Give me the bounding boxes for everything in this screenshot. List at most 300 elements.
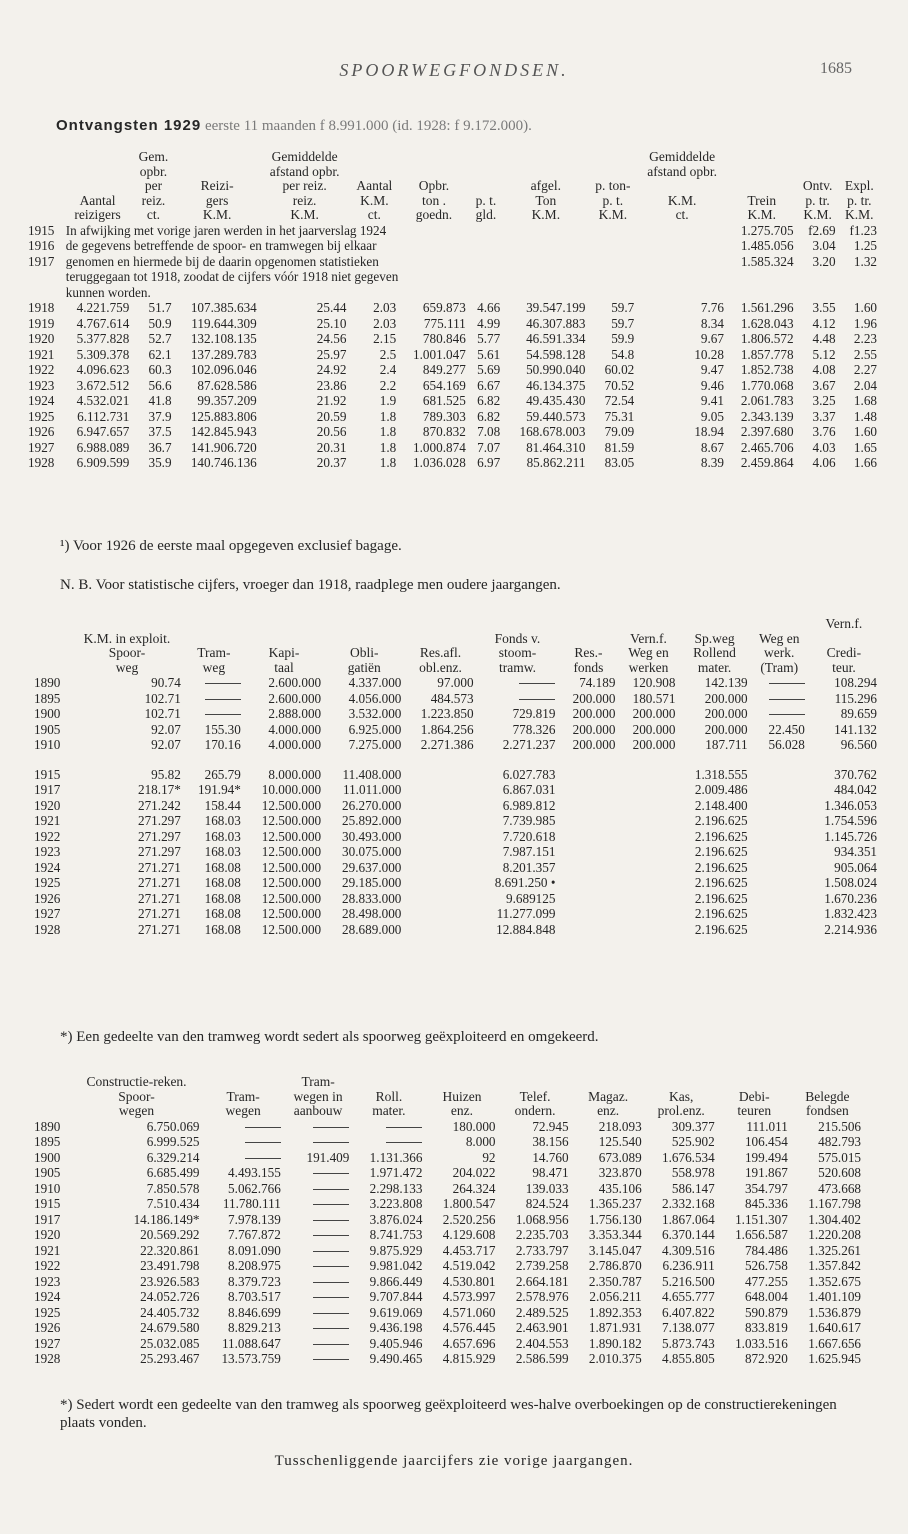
table-cell: 2.196.625 bbox=[694, 828, 748, 844]
empty-cell bbox=[618, 798, 678, 814]
table-cell: 575.015 bbox=[818, 1149, 861, 1165]
table-cell: 20.569.292 bbox=[140, 1227, 200, 1242]
header-row bbox=[34, 646, 880, 661]
header-row bbox=[34, 1075, 864, 1090]
column-header: Ton bbox=[535, 192, 557, 208]
table-cell: 673.089 bbox=[598, 1149, 642, 1165]
column-header bbox=[791, 1075, 864, 1090]
column-header bbox=[469, 179, 503, 194]
column-header: Fonds v. bbox=[494, 630, 541, 646]
table-cell: 81.59 bbox=[604, 439, 635, 455]
column-header: taal bbox=[274, 659, 294, 675]
table-cell: 2.196.625 bbox=[694, 859, 748, 875]
table-cell: 35.9 bbox=[148, 455, 172, 470]
table-cell: 2.664.181 bbox=[515, 1273, 569, 1289]
note-text: de gegevens betreffende de spoor- en tramwegen bij elkaar bbox=[65, 238, 377, 253]
empty-cell bbox=[618, 813, 678, 829]
table-cell: 1920 bbox=[34, 797, 61, 813]
table-cell: 6.999.525 bbox=[146, 1134, 200, 1149]
table-cell: 21.92 bbox=[316, 393, 347, 408]
table-cell: 1917 bbox=[34, 1211, 61, 1227]
table-cell bbox=[284, 1243, 353, 1259]
column-header: mater. bbox=[697, 659, 732, 675]
table-cell: 12.500.000 bbox=[261, 890, 322, 906]
table-cell: 271.297 bbox=[137, 813, 181, 828]
empty-cell bbox=[751, 922, 808, 938]
table-note-row bbox=[28, 269, 880, 285]
table-cell: 2.23 bbox=[853, 331, 877, 346]
dash-mark bbox=[313, 1282, 349, 1283]
table-cell: 90.74 bbox=[151, 675, 181, 690]
table-cell: 25.293.467 bbox=[140, 1351, 200, 1366]
column-header bbox=[63, 165, 133, 180]
column-header: Credi- bbox=[826, 645, 862, 660]
table-cell: 60.3 bbox=[148, 362, 172, 377]
table-cell: 81.464.310 bbox=[526, 439, 586, 455]
table-cell: 2.4 bbox=[379, 362, 397, 377]
dash-mark bbox=[313, 1266, 349, 1267]
table-row bbox=[34, 1212, 864, 1228]
column-header: K.M. bbox=[747, 207, 777, 222]
empty-cell bbox=[558, 891, 618, 907]
empty-cell bbox=[404, 891, 476, 907]
table-cell: 5.61 bbox=[477, 346, 501, 362]
table-cell: 1.625.945 bbox=[808, 1351, 861, 1366]
empty-cell bbox=[751, 875, 808, 891]
table-cell: 2.586.599 bbox=[515, 1351, 569, 1366]
table-cell: 141.132 bbox=[834, 721, 877, 737]
dash-mark bbox=[313, 1359, 349, 1360]
table-cell: 132.108.135 bbox=[190, 331, 257, 346]
empty-cell bbox=[751, 860, 808, 876]
table-cell: 1920 bbox=[34, 1227, 61, 1242]
table-cell: 4.096.623 bbox=[76, 362, 130, 377]
column-header: Gemiddelde bbox=[649, 149, 716, 164]
table-cell: 1.223.850 bbox=[420, 706, 474, 721]
table-cell: 191.867 bbox=[744, 1165, 788, 1180]
column-header: prol.enz. bbox=[657, 1103, 705, 1118]
table-cell: 1.890.182 bbox=[588, 1335, 642, 1351]
dash-mark bbox=[245, 1158, 281, 1159]
table-row bbox=[34, 1336, 864, 1352]
table-cell: 520.608 bbox=[818, 1165, 861, 1180]
table-cell: 845.336 bbox=[744, 1196, 788, 1211]
table-cell: 6.947.657 bbox=[76, 424, 130, 439]
column-header: ton . bbox=[421, 192, 446, 208]
table-cell: 13.573.759 bbox=[221, 1351, 281, 1366]
table-cell: 28.498.000 bbox=[342, 906, 402, 921]
table-note-row bbox=[28, 223, 880, 239]
table-cell: 28.689.000 bbox=[342, 921, 402, 937]
table-cell: 8.000.000 bbox=[268, 766, 322, 782]
table-cell: 2.739.258 bbox=[515, 1258, 569, 1273]
table-cell: 1922 bbox=[34, 1258, 61, 1273]
table-cell bbox=[751, 706, 808, 722]
table-cell: 2.235.703 bbox=[515, 1227, 569, 1242]
table-cell: 1.275.705 bbox=[740, 222, 794, 238]
table-cell: 1.485.056 bbox=[740, 238, 794, 253]
table-cell bbox=[751, 691, 808, 707]
table-cell: 46.591.334 bbox=[526, 331, 586, 346]
table-cell: 2.343.139 bbox=[740, 408, 794, 424]
column-header bbox=[34, 1104, 71, 1119]
column-header: wegen in bbox=[293, 1088, 343, 1104]
table-cell: 309.377 bbox=[671, 1118, 715, 1134]
table-cell: 2.148.400 bbox=[694, 797, 748, 813]
table-cell: 681.525 bbox=[422, 393, 466, 408]
table-cell: 1917 bbox=[34, 782, 61, 797]
table-cell: 6.909.599 bbox=[76, 455, 130, 470]
table-cell: 1.401.109 bbox=[808, 1289, 861, 1304]
column-header bbox=[34, 632, 70, 647]
table-row bbox=[34, 891, 880, 907]
table-cell: 18.94 bbox=[694, 424, 724, 439]
column-header: per bbox=[144, 178, 163, 193]
table-cell: 59.440.573 bbox=[526, 408, 586, 424]
column-header: weg bbox=[202, 659, 226, 675]
column-header: tramw. bbox=[498, 659, 536, 675]
table-cell: 87.628.586 bbox=[197, 377, 257, 393]
column-header: Gemiddelde bbox=[271, 149, 338, 164]
table-cell: 1900 bbox=[34, 706, 61, 721]
table-cell: 6.027.783 bbox=[502, 766, 556, 782]
table-cell: 2.196.625 bbox=[694, 906, 748, 921]
table-cell: 4.08 bbox=[812, 362, 836, 377]
table-cell: 2.465.706 bbox=[740, 439, 794, 455]
table-cell: 1.32 bbox=[853, 253, 877, 269]
table-cell: f2.69 bbox=[808, 222, 836, 238]
table-cell: 1.832.423 bbox=[824, 906, 877, 921]
table-cell: 9.707.844 bbox=[369, 1289, 423, 1304]
table-cell: 187.711 bbox=[705, 737, 748, 752]
table-cell: 1.8 bbox=[379, 455, 397, 470]
column-header bbox=[34, 1075, 71, 1090]
table-cell: 4.99 bbox=[477, 315, 501, 331]
dash-mark bbox=[769, 683, 805, 684]
column-header: Vern.f. bbox=[630, 630, 667, 646]
table-cell: 8.000 bbox=[465, 1134, 496, 1149]
table-cell bbox=[203, 1150, 284, 1166]
column-header: Belegde bbox=[805, 1088, 850, 1104]
dash-mark bbox=[313, 1173, 349, 1174]
table-cell: 1.670.236 bbox=[824, 890, 877, 906]
column-header bbox=[324, 632, 404, 647]
empty-cell bbox=[558, 860, 618, 876]
table-cell: 558.978 bbox=[671, 1165, 715, 1180]
table-cell: 2.397.680 bbox=[740, 424, 794, 439]
table-cell: 4.855.805 bbox=[661, 1351, 715, 1366]
column-header bbox=[184, 632, 244, 647]
table-cell: 4.519.042 bbox=[442, 1258, 496, 1273]
table-cell: 1.867.064 bbox=[661, 1211, 715, 1227]
table-row bbox=[34, 1274, 864, 1290]
column-header bbox=[404, 617, 476, 632]
column-header bbox=[34, 646, 70, 661]
column-header bbox=[349, 165, 399, 180]
column-header: enz. bbox=[597, 1103, 620, 1118]
table-cell: 271.242 bbox=[137, 797, 181, 813]
column-header bbox=[399, 150, 469, 165]
table-cell: 75.31 bbox=[604, 408, 635, 424]
column-header bbox=[588, 165, 637, 180]
column-header bbox=[203, 1075, 284, 1090]
column-header bbox=[645, 1075, 718, 1090]
table-row bbox=[28, 440, 880, 456]
table-cell: 120.908 bbox=[632, 675, 676, 690]
table-cell: 204.022 bbox=[452, 1165, 496, 1180]
header-row bbox=[34, 1104, 864, 1119]
table-row bbox=[34, 875, 880, 891]
table-cell: 1.857.778 bbox=[740, 346, 794, 362]
table-row bbox=[28, 378, 880, 394]
empty-cell bbox=[618, 844, 678, 860]
table-cell: 30.493.000 bbox=[342, 828, 402, 844]
table-cell bbox=[284, 1258, 353, 1274]
table-cell: 12.500.000 bbox=[261, 921, 322, 937]
table-cell: 9.875.929 bbox=[369, 1242, 423, 1258]
table-cell: 1.971.472 bbox=[369, 1165, 423, 1180]
table-cell: 200.000 bbox=[632, 706, 676, 721]
table-cell: 9.05 bbox=[700, 408, 724, 424]
table-cell: 2.600.000 bbox=[268, 675, 322, 690]
column-header bbox=[63, 179, 133, 194]
table-cell: 5.377.828 bbox=[76, 331, 130, 346]
table-cell: 20.37 bbox=[316, 455, 347, 470]
column-header bbox=[244, 632, 324, 647]
table-cell: 8.691.250 • bbox=[494, 875, 556, 890]
table-cell: 3.55 bbox=[812, 300, 836, 315]
dash-mark bbox=[313, 1328, 349, 1329]
column-header bbox=[558, 632, 618, 647]
table-cell: 4.06 bbox=[812, 455, 836, 470]
column-header: Gem. bbox=[138, 149, 169, 164]
column-header: Weg en bbox=[628, 645, 669, 660]
table-cell: 2.03 bbox=[373, 300, 397, 315]
table-cell: 525.902 bbox=[671, 1134, 715, 1149]
table-cell: 9.47 bbox=[700, 362, 724, 377]
table-cell: 49.435.430 bbox=[526, 393, 586, 408]
table-cell: 323.870 bbox=[598, 1165, 642, 1180]
empty-cell bbox=[618, 860, 678, 876]
table-cell: 41.8 bbox=[148, 393, 172, 408]
table-cell: 8.39 bbox=[700, 455, 724, 470]
table-cell: 3.876.024 bbox=[369, 1211, 423, 1227]
table-cell: 1923 bbox=[34, 1273, 61, 1289]
table-cell: 218.17* bbox=[137, 782, 181, 797]
table-cell: 1.770.068 bbox=[740, 377, 794, 393]
table-cell: f1.23 bbox=[849, 222, 877, 238]
table-cell bbox=[184, 675, 244, 691]
table-cell: 52.7 bbox=[148, 331, 172, 346]
table-cell: 484.042 bbox=[834, 782, 877, 797]
table-cell: 4.655.777 bbox=[661, 1289, 715, 1304]
column-header: Res.afl. bbox=[419, 645, 462, 660]
table-cell: 1924 bbox=[34, 859, 61, 875]
column-header bbox=[28, 194, 63, 209]
table-cell: 659.873 bbox=[422, 300, 466, 315]
table-cell: 354.797 bbox=[744, 1180, 788, 1196]
empty-cell bbox=[751, 906, 808, 922]
table-cell: 4.12 bbox=[812, 315, 836, 331]
column-header bbox=[324, 617, 404, 632]
table-cell: 1.852.738 bbox=[740, 362, 794, 377]
column-header: werken bbox=[628, 659, 669, 675]
column-header: werk. bbox=[764, 645, 795, 660]
table-cell bbox=[727, 285, 797, 301]
table-cell: 24.679.580 bbox=[140, 1320, 200, 1335]
table-cell: 2.5 bbox=[379, 346, 397, 362]
table-cell: 92.07 bbox=[151, 737, 181, 752]
table-cell bbox=[477, 675, 559, 691]
table-cell: 200.000 bbox=[704, 690, 748, 706]
table-cell: 6.236.911 bbox=[662, 1258, 715, 1273]
table-cell: 12.500.000 bbox=[261, 813, 322, 828]
table-cell: 38.156 bbox=[532, 1134, 569, 1149]
table-cell: 905.064 bbox=[834, 859, 877, 875]
column-header bbox=[797, 165, 839, 180]
header-row bbox=[34, 632, 880, 647]
table-cell bbox=[203, 1119, 284, 1135]
column-header: teur. bbox=[832, 659, 856, 675]
dash-mark bbox=[313, 1313, 349, 1314]
table-row bbox=[34, 1351, 864, 1367]
table-cell: 4.576.445 bbox=[442, 1320, 496, 1335]
year-cell bbox=[28, 269, 63, 285]
table-cell: 2.196.625 bbox=[694, 813, 748, 828]
table-cell: 1926 bbox=[28, 424, 55, 439]
table-cell: 9.490.465 bbox=[369, 1351, 423, 1366]
column-header: teuren bbox=[737, 1103, 772, 1118]
table-cell: 1.667.656 bbox=[808, 1335, 861, 1351]
table-cell: 833.819 bbox=[744, 1320, 788, 1335]
table-row bbox=[34, 829, 880, 845]
table-cell: 3.76 bbox=[812, 424, 836, 439]
empty-cell bbox=[618, 767, 678, 783]
table-cell: 50.9 bbox=[148, 315, 172, 331]
table-cell: 3.04 bbox=[812, 238, 836, 253]
table-cell: 1924 bbox=[28, 393, 55, 408]
table-cell: 23.491.798 bbox=[140, 1258, 200, 1273]
table-cell: 1928 bbox=[28, 455, 55, 470]
table-row bbox=[34, 1243, 864, 1259]
table-cell: 11.277.099 bbox=[496, 906, 556, 921]
table-cell: 11.408.000 bbox=[342, 766, 402, 782]
table-cell: 1.871.931 bbox=[588, 1320, 642, 1335]
column-header bbox=[678, 617, 750, 632]
column-header: opbr. bbox=[139, 163, 168, 179]
table-row bbox=[34, 1320, 864, 1336]
table-cell: 4.056.000 bbox=[348, 690, 402, 706]
table-cell: 6.407.822 bbox=[661, 1304, 715, 1320]
note-text: teruggegaan tot 1918, zoodat de cijfers vóór 1918 niet gegeven bbox=[65, 269, 399, 284]
table-cell: 5.216.500 bbox=[661, 1273, 715, 1289]
table-cell: 778.326 bbox=[512, 721, 556, 737]
column-header: Tram- bbox=[226, 1088, 260, 1104]
table-cell: 5.873.743 bbox=[661, 1335, 715, 1351]
table-row bbox=[34, 782, 880, 798]
column-header: Aantal bbox=[356, 178, 393, 193]
table-cell: 56.028 bbox=[768, 737, 805, 752]
column-header: Spoor- bbox=[118, 1088, 155, 1104]
table-cell: 775.111 bbox=[423, 315, 466, 331]
table-cell: 2.786.870 bbox=[588, 1258, 642, 1273]
dash-mark bbox=[313, 1235, 349, 1236]
table-cell: 119.644.309 bbox=[191, 315, 257, 331]
dash-mark bbox=[205, 699, 241, 700]
column-header bbox=[28, 179, 63, 194]
table-cell: 6.867.031 bbox=[502, 782, 556, 797]
table-cell bbox=[284, 1134, 353, 1150]
table-cell: 1.220.208 bbox=[808, 1227, 861, 1242]
column-header bbox=[572, 1075, 645, 1090]
empty-cell bbox=[618, 829, 678, 845]
table-cell: 59.9 bbox=[611, 331, 635, 346]
table-cell: 89.659 bbox=[840, 706, 877, 721]
table-cell: 2.332.168 bbox=[661, 1196, 715, 1211]
table-cell: 1.8 bbox=[379, 424, 397, 439]
table-cell: 1.585.324 bbox=[740, 253, 794, 269]
table-cell: 9.46 bbox=[700, 377, 724, 393]
table-cell bbox=[284, 1336, 353, 1352]
table-cell: 5.77 bbox=[477, 331, 501, 346]
table-cell: 12.500.000 bbox=[261, 844, 322, 859]
dash-mark bbox=[313, 1251, 349, 1252]
table-cell: 1.033.516 bbox=[735, 1335, 788, 1351]
table-cell: 1905 bbox=[34, 1165, 61, 1180]
table-cell: 3.37 bbox=[812, 408, 836, 424]
table-cell: 1.68 bbox=[853, 393, 877, 408]
table3-footnote: *) Sedert wordt een gedeelte van den tramweg als spoorweg geëxploiteerd wes-halve overboekingen op de constructierekeningen plaats vonden. bbox=[60, 1397, 837, 1431]
table-cell: 74.189 bbox=[579, 675, 616, 690]
table-cell: 849.277 bbox=[422, 362, 466, 377]
column-header: aanbouw bbox=[293, 1103, 343, 1118]
table-cell: 1910 bbox=[34, 737, 61, 752]
table-row bbox=[34, 706, 880, 722]
table-cell: 7.138.077 bbox=[661, 1320, 715, 1335]
table-cell: 59.7 bbox=[611, 315, 635, 331]
dash-mark bbox=[769, 699, 805, 700]
dash-mark bbox=[769, 714, 805, 715]
table-cell: 1.151.307 bbox=[735, 1211, 788, 1227]
column-header bbox=[34, 661, 70, 676]
table-cell: 1927 bbox=[34, 906, 61, 921]
empty-cell bbox=[404, 829, 476, 845]
table-cell: 586.147 bbox=[671, 1180, 715, 1196]
column-header bbox=[28, 165, 63, 180]
table-cell: 2.489.525 bbox=[515, 1304, 569, 1320]
header-row bbox=[34, 1090, 864, 1105]
table-cell: 3.145.047 bbox=[588, 1242, 642, 1258]
column-header: K.M. bbox=[531, 207, 561, 222]
empty-cell bbox=[404, 767, 476, 783]
table-row bbox=[34, 1305, 864, 1321]
empty-cell bbox=[558, 922, 618, 938]
table-cell: 25.97 bbox=[316, 346, 347, 362]
table-cell: 590.879 bbox=[744, 1304, 788, 1320]
table-cell: 85.862.211 bbox=[526, 455, 586, 470]
empty-cell bbox=[618, 782, 678, 798]
table-cell: 1926 bbox=[34, 890, 61, 906]
empty-cell bbox=[751, 829, 808, 845]
empty-cell bbox=[404, 875, 476, 891]
table-cell bbox=[284, 1119, 353, 1135]
column-header: Reizi- bbox=[200, 178, 234, 193]
table-cell: 102.71 bbox=[144, 690, 181, 706]
table-cell: 125.540 bbox=[598, 1134, 642, 1149]
table-cell: 271.297 bbox=[137, 844, 181, 859]
table-cell: 264.324 bbox=[452, 1180, 496, 1196]
column-header bbox=[34, 1090, 71, 1105]
